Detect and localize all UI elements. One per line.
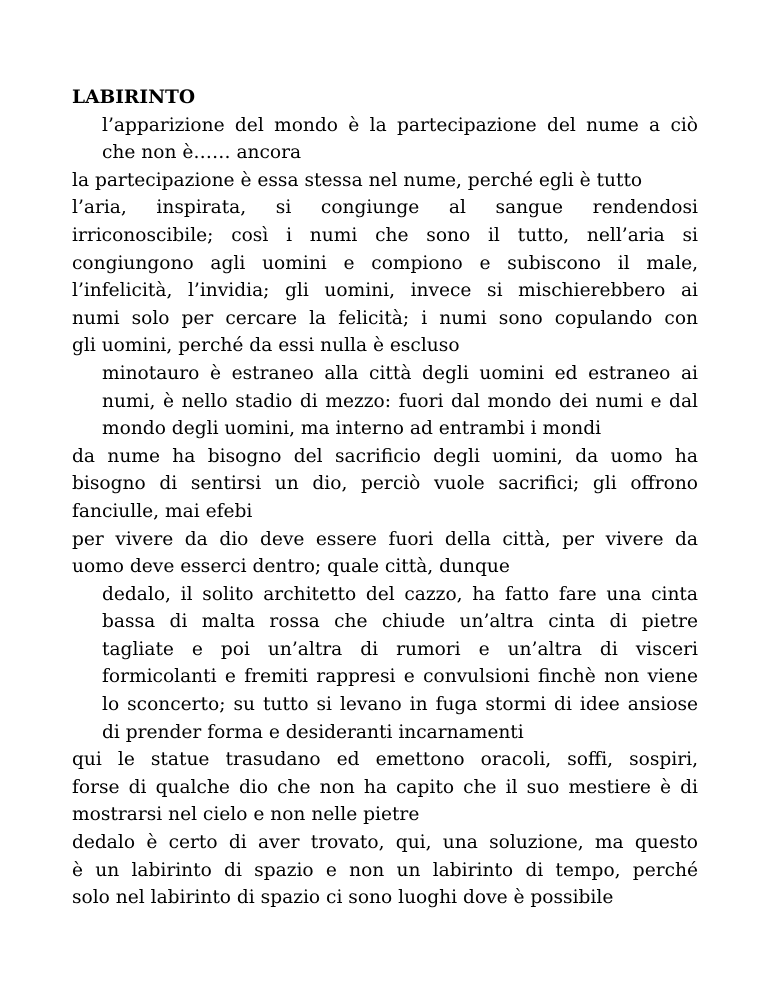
text-line: congiungono agli uomini e compiono e subiscono il male,	[72, 252, 698, 274]
text-line: l’apparizione del mondo è la partecipazione del nume a ciò	[102, 114, 698, 136]
paragraph	[72, 581, 698, 747]
text-line: numi solo per cercare la felicità; i numi sono copulando con	[72, 307, 698, 329]
text-line: dedalo è certo di aver trovato, qui, una soluzione, ma questo	[72, 832, 698, 854]
document-page	[72, 84, 698, 912]
text-line: solo nel labirinto di spazio ci sono luoghi dove è possibile	[72, 887, 614, 909]
paragraph	[72, 829, 698, 912]
text-line: la partecipazione è essa stessa nel nume, perché egli è tutto	[72, 169, 643, 191]
paragraph	[72, 194, 698, 360]
text-line: l’aria, inspirata, si congiunge al sangue rendendosi	[72, 197, 698, 219]
text-line: che non è…… ancora	[102, 142, 302, 164]
text-line: lo sconcerto; su tutto si levano in fuga stormi di idee ansiose	[102, 694, 698, 716]
text-line: numi, è nello stadio di mezzo: fuori dal mondo dei numi e dal	[102, 390, 698, 412]
paragraph	[72, 746, 698, 829]
text-line: fanciulle, mai efebi	[72, 500, 253, 522]
paragraph	[72, 167, 698, 195]
text-line: tagliate e poi un’altra di rumori e un’altra di visceri	[102, 638, 698, 660]
text-line: dedalo, il solito architetto del cazzo, ha fatto fare una cinta	[102, 583, 698, 605]
text-line: da nume ha bisogno del sacrificio degli uomini, da uomo ha	[72, 445, 698, 467]
text-line: formicolanti e fremiti rappresi e convulsioni finchè non viene	[102, 666, 698, 688]
text-line: uomo deve esserci dentro; quale città, dunque	[72, 556, 510, 578]
text-line: forse di qualche dio che non ha capito che il suo mestiere è di	[72, 776, 698, 798]
paragraph	[72, 112, 698, 167]
text-line: bisogno di sentirsi un dio, perciò vuole sacrifici; gli offrono	[72, 473, 698, 495]
text-line: è un labirinto di spazio e non un labirinto di tempo, perché	[72, 859, 698, 881]
document-body	[72, 112, 698, 912]
text-line: per vivere da dio deve essere fuori della città, per vivere da	[72, 528, 698, 550]
text-line: di prender forma e desideranti incarnamenti	[102, 721, 524, 743]
text-line: qui le statue trasudano ed emettono oracoli, soffi, sospiri,	[72, 749, 698, 771]
text-line: mostrarsi nel cielo e non nelle pietre	[72, 804, 420, 826]
text-line: irriconoscibile; così i numi che sono il tutto, nell’aria si	[72, 224, 698, 246]
text-line: mondo degli uomini, ma interno ad entrambi i mondi	[102, 418, 602, 440]
text-line: gli uomini, perché da essi nulla è escluso	[72, 335, 460, 357]
paragraph	[72, 443, 698, 526]
paragraph	[72, 526, 698, 581]
paragraph	[72, 360, 698, 443]
text-line: bassa di malta rossa che chiude un’altra cinta di pietre	[102, 611, 698, 633]
document-title: LABIRINTO	[72, 87, 196, 108]
text-line: l’infelicità, l’invidia; gli uomini, invece si mischierebbero ai	[72, 280, 698, 302]
text-line: minotauro è estraneo alla città degli uomini ed estraneo ai	[102, 362, 698, 384]
